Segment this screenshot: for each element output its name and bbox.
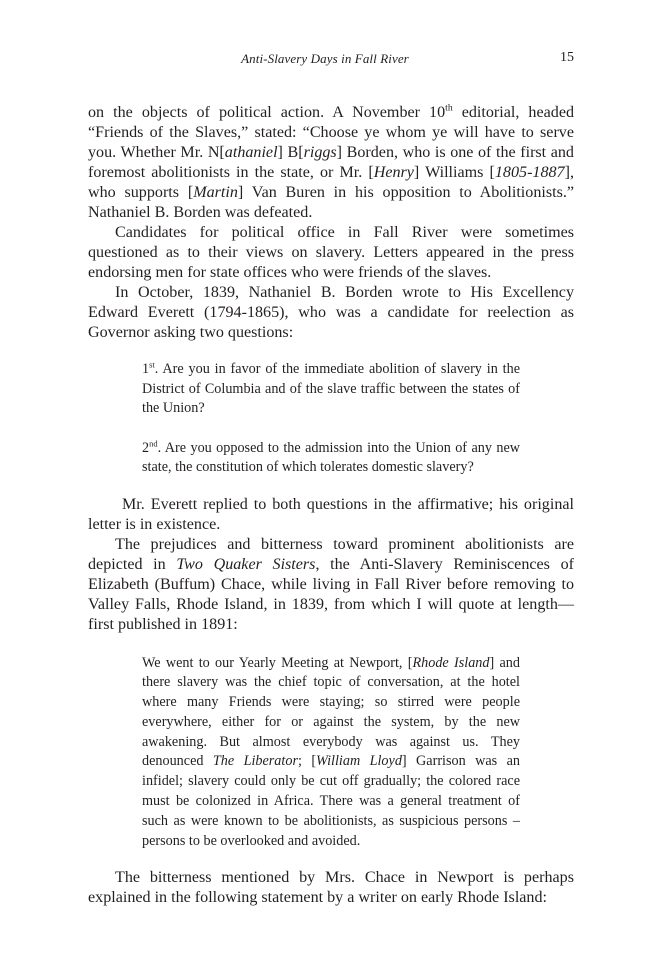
paragraph-letter-to-everett: In October, 1839, Nathaniel B. Borden wrote to His Excellency Edward Everett (1794-1865), who was a candidate for reelection as Governor asking two questions: xyxy=(88,284,574,341)
paragraph-prejudices: The prejudices and bitterness toward prominent abolitionists are depicted in Two Quaker Sisters, the Anti-Slavery Reminiscences of Elizabeth (Buffum) Chace, while living in Fall River before removing to Valley Falls, Rhode Island, in 1839, from which I will quote at length—first published in 1891: xyxy=(88,535,574,633)
superscript: th xyxy=(445,102,453,114)
italic-text: William Lloyd xyxy=(316,753,402,770)
question-ordinal: 1 xyxy=(142,361,150,377)
ordinal-suffix: st xyxy=(149,359,155,370)
page-number: 15 xyxy=(560,50,574,65)
running-head xyxy=(88,50,574,71)
italic-text: Two Quaker Sisters xyxy=(176,555,316,573)
chace-quote: We went to our Yearly Meeting at Newport, [Rhode Island] and there slavery was the chief topic of conversation, at the hotel where many Friends were staying; so stirred were people everywhere, either for or against the system, by the new awakening. But almost everybody was against us. They denounced The Liberator; [William Lloyd] Garrison was an infidel; slavery could only be cut off gradually; the colored race must be colonized in Africa. There was a general treatment of such as were known to be abolitionists, as suspicious persons – persons to be overlooked and avoided. xyxy=(142,654,520,849)
question-text: . Are you in favor of the immediate abolition of slavery in the District of Columbia and of the slave traffic between the states of the Union? xyxy=(142,361,520,416)
paragraph-bitterness: The bitterness mentioned by Mrs. Chace in Newport is perhaps explained in the following statement by a writer on early Rhode Island: xyxy=(88,869,574,907)
body-text xyxy=(88,103,574,908)
question-2 xyxy=(142,439,520,478)
italic-text: Rhode Island xyxy=(412,654,490,671)
italic-text: Martin xyxy=(193,184,238,201)
paragraph-political-action: on the objects of political action. A November 10th editorial, headed “Friends of the Slaves,” stated: “Choose ye whom ye will have to serve you. Whether Mr. N[athaniel] B[riggs] Borden, who is one of the first and foremost abolitionists in the state, or Mr. [Henry] Williams [1805-1887], who supports [Martin] Van Buren in his opposition to Abolitionists.” Nathaniel B. Borden was defeated. xyxy=(88,102,575,221)
italic-text: The Liberator xyxy=(212,753,298,770)
italic-text: 1805-1887 xyxy=(494,164,565,181)
paragraph-candidates: Candidates for political office in Fall River were sometimes questioned as to their views on slavery. Letters appeared in the press endorsing men for state offices who were friends of the slaves. xyxy=(88,224,574,281)
question-ordinal: 2 xyxy=(142,439,150,456)
italic-text: Henry xyxy=(373,164,414,181)
questions-block xyxy=(142,360,520,478)
paragraph-everett-reply: Mr. Everett replied to both questions in the affirmative; his original letter is in existence. xyxy=(88,495,574,533)
running-title: Anti-Slavery Days in Fall River xyxy=(241,51,409,66)
chace-quote-block xyxy=(142,654,520,852)
italic-text: riggs xyxy=(303,144,337,161)
question-text: . Are you opposed to the admission into the Union of any new state, the constitution of which tolerates domestic slavery? xyxy=(142,439,520,475)
ordinal-suffix: nd xyxy=(149,437,158,448)
italic-text: athaniel xyxy=(224,144,278,161)
question-1 xyxy=(142,360,520,419)
